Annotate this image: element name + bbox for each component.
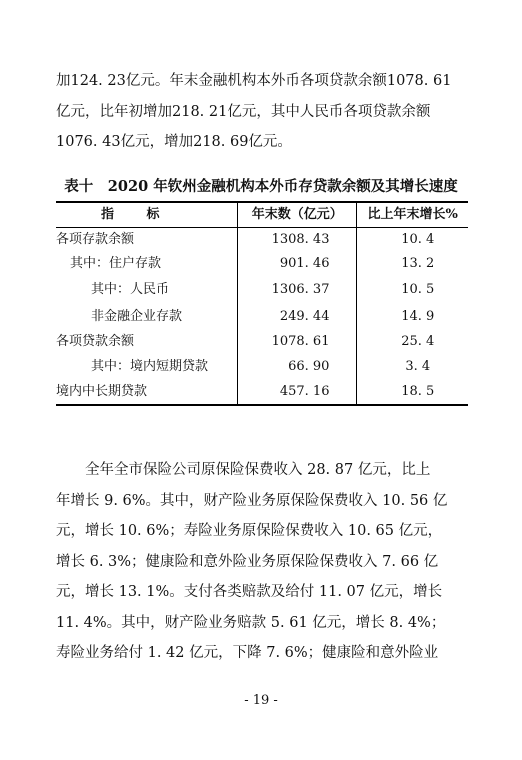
row-value: 1078. 61 bbox=[238, 330, 357, 354]
row-value: 901. 46 bbox=[238, 252, 357, 276]
paragraph-loans bbox=[56, 66, 466, 158]
text-line: 1076. 43亿元，增加218. 69亿元。 bbox=[56, 134, 292, 150]
text-line: 元，增长 10. 6%；寿险业务原保险保费收入 10. 65 亿元， bbox=[56, 523, 443, 539]
table-row bbox=[56, 228, 468, 252]
row-value: 249. 44 bbox=[238, 303, 357, 330]
row-growth: 10. 5 bbox=[357, 276, 468, 303]
table-row bbox=[56, 330, 468, 354]
row-label: 各项存款余额 bbox=[56, 232, 135, 247]
table-header-row bbox=[56, 202, 468, 228]
row-label: 境内中长期贷款 bbox=[56, 380, 238, 405]
header-year-end-value: 年末数（亿元） bbox=[238, 202, 357, 228]
text-line: 全年全市保险公司原保险保费收入 28. 87 亿元，比上 bbox=[56, 462, 431, 478]
deposits-loans-table bbox=[56, 201, 468, 406]
row-growth: 10. 4 bbox=[357, 228, 468, 252]
row-label: 非金融企业存款 bbox=[91, 308, 183, 324]
header-growth-rate: 比上年末增长% bbox=[357, 202, 468, 228]
row-label: 各项贷款余额 bbox=[56, 333, 135, 349]
row-label: 其中：人民币 bbox=[91, 281, 170, 297]
table-row bbox=[56, 303, 468, 330]
table-caption: 表十 2020 年钦州金融机构本外币存贷款余额及其增长速度 bbox=[64, 178, 458, 195]
text-line: 元，增长 13. 1%。支付各类赔款及给付 11. 07 亿元，增长 bbox=[56, 584, 443, 600]
page-number: - 19 - bbox=[244, 693, 278, 708]
row-value: 1308. 43 bbox=[238, 228, 357, 252]
text-line: 寿险业务给付 1. 42 亿元，下降 7. 6%；健康险和意外险业 bbox=[56, 645, 439, 661]
row-label: 其中：境内短期贷款 bbox=[91, 359, 209, 375]
row-growth: 13. 2 bbox=[357, 252, 468, 276]
table-row bbox=[56, 276, 468, 303]
header-indicator: 指标 bbox=[56, 202, 238, 228]
text-line: 亿元，比年初增加218. 21亿元，其中人民币各项贷款余额 bbox=[56, 103, 431, 120]
row-growth: 3. 4 bbox=[357, 353, 468, 380]
row-label: 其中：住户存款 bbox=[70, 255, 162, 271]
text-line: 年增长 9. 6%。其中，财产险业务原保险保费收入 10. 56 亿 bbox=[56, 492, 448, 509]
row-value: 1306. 37 bbox=[238, 276, 357, 303]
table-row bbox=[56, 380, 468, 405]
row-value: 66. 90 bbox=[238, 353, 357, 380]
row-growth: 18. 5 bbox=[357, 380, 468, 405]
row-value: 457. 16 bbox=[238, 380, 357, 405]
text-line: 11. 4%。其中，财产险业务赔款 5. 61 亿元，增长 8. 4%； bbox=[56, 614, 446, 631]
row-growth: 25. 4 bbox=[357, 330, 468, 354]
table-row bbox=[56, 353, 468, 380]
paragraph-insurance bbox=[56, 455, 466, 669]
text-line: 增长 6. 3%；健康险和意外险业务原保险保费收入 7. 66 亿 bbox=[56, 553, 439, 570]
table-row bbox=[56, 252, 468, 276]
row-growth: 14. 9 bbox=[357, 303, 468, 330]
text-line: 加124. 23亿元。年末金融机构本外币各项贷款余额1078. 61 bbox=[56, 73, 452, 89]
